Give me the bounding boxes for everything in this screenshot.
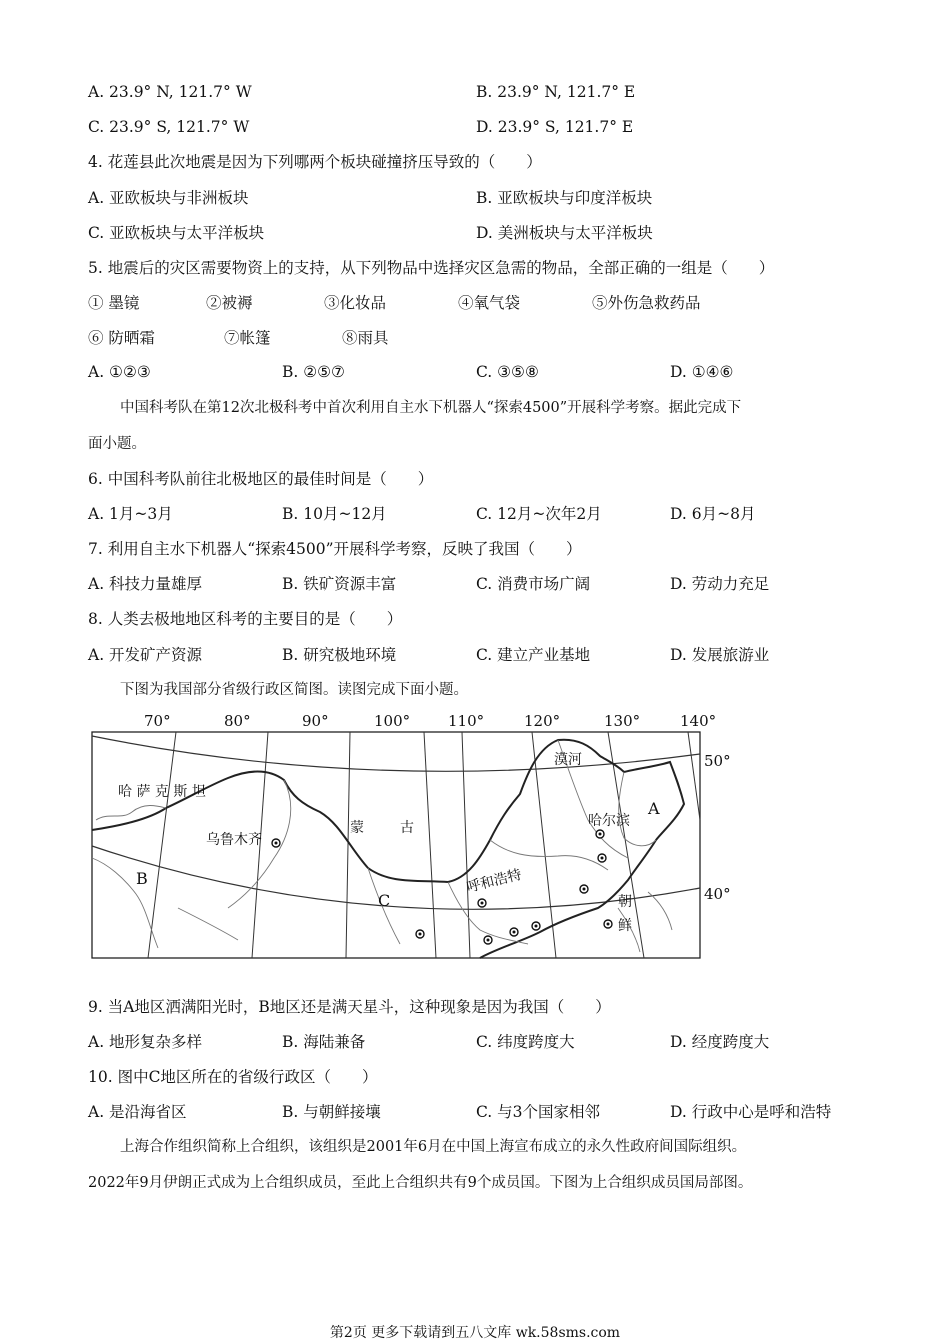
q8-option-d: D. 发展旅游业 <box>670 646 770 664</box>
q5-option-a: A. ①②③ <box>88 363 151 381</box>
lon-label-120: 120° <box>524 712 561 730</box>
q10-option-d: D. 行政中心是呼和浩特 <box>670 1103 832 1121</box>
q3-option-b: B. 23.9° N, 121.7° E <box>476 83 636 101</box>
parallel-50 <box>92 736 700 771</box>
q5-option-c: C. ③⑤⑧ <box>476 363 539 381</box>
q3-option-a: A. 23.9° N, 121.7° W <box>88 83 252 101</box>
region-b-label: B <box>136 869 148 888</box>
q6-option-b: B. 10月~12月 <box>282 505 387 523</box>
q4-stem: 4. 花莲县此次地震是因为下列哪两个板块碰撞挤压导致的（ ） <box>88 153 542 171</box>
passage1-line2: 面小题。 <box>88 436 146 452</box>
q4-option-c: C. 亚欧板块与太平洋板块 <box>88 224 265 242</box>
region-a-label: A <box>648 799 660 818</box>
q4-option-d: D. 美洲板块与太平洋板块 <box>476 224 653 242</box>
q6-option-d: D. 6月~8月 <box>670 505 756 523</box>
q9-option-d: D. 经度跨度大 <box>670 1033 770 1051</box>
meridian-line <box>148 732 176 958</box>
q10-option-a: A. 是沿海省区 <box>88 1103 187 1121</box>
mongolia-label-1: 蒙 <box>350 820 364 836</box>
urumqi-label: 乌鲁木齐 <box>206 832 262 848</box>
q5-item: ④氧气袋 <box>458 294 521 312</box>
q9-stem: 9. 当A地区洒满阳光时，B地区还是满天星斗，这种现象是因为我国（ ） <box>88 998 611 1016</box>
harbin-label: 哈尔滨 <box>588 813 630 829</box>
mohe-label: 漠河 <box>554 752 582 768</box>
q6-stem: 6. 中国科考队前往北极地区的最佳时间是（ ） <box>88 470 434 488</box>
page-footer: 第2页 更多下载请到五八文库 wk.58sms.com <box>329 1325 621 1341</box>
lat-label-40: 40° <box>704 885 731 903</box>
q8-stem: 8. 人类去极地地区科考的主要目的是（ ） <box>88 610 403 628</box>
china-border <box>92 740 684 958</box>
q3-option-d: D. 23.9° S, 121.7° E <box>476 118 634 136</box>
passage2: 下图为我国部分省级行政区简图。读图完成下面小题。 <box>120 682 468 698</box>
q9-option-c: C. 纬度跨度大 <box>476 1033 575 1051</box>
q10-option-c: C. 与3个国家相邻 <box>476 1103 601 1121</box>
korea-label-2: 鲜 <box>618 918 632 934</box>
q10-option-b: B. 与朝鲜接壤 <box>282 1103 381 1121</box>
q9-option-b: B. 海陆兼备 <box>282 1033 366 1051</box>
q7-option-c: C. 消费市场广阔 <box>476 575 591 593</box>
q4-option-a: A. 亚欧板块与非洲板块 <box>88 189 249 207</box>
q5-item: ① 墨镜 <box>88 294 140 312</box>
q5-option-b: B. ②⑤⑦ <box>282 363 345 381</box>
q5-option-d: D. ①④⑥ <box>670 363 734 381</box>
kazakhstan-label: 哈 萨 克 斯 坦 <box>118 784 206 800</box>
lon-label-130: 130° <box>604 712 641 730</box>
region-c-label: C <box>378 891 391 910</box>
q5-item: ②被褥 <box>206 294 253 312</box>
province-map-svg <box>88 708 736 964</box>
q9-option-a: A. 地形复杂多样 <box>88 1033 203 1051</box>
q5-item: ⑤外伤急救药品 <box>592 294 701 312</box>
passage3-line1: 上海合作组织简称上合组织，该组织是2001年6月在中国上海宣布成立的永久性政府间国际组织。 <box>120 1139 747 1155</box>
province-map <box>88 708 736 964</box>
meridian-line <box>424 732 436 958</box>
meridian-line <box>688 732 700 820</box>
q10-stem: 10. 图中C地区所在的省级行政区（ ） <box>88 1068 378 1086</box>
q8-option-b: B. 研究极地环境 <box>282 646 397 664</box>
meridian-line <box>462 732 470 958</box>
q8-option-a: A. 开发矿产资源 <box>88 646 203 664</box>
passage3-line2: 2022年9月伊朗正式成为上合组织成员，至此上合组织共有9个成员国。下图为上合组织成员国局部图。 <box>88 1175 753 1191</box>
mongolia-label-2: 古 <box>400 820 414 836</box>
q4-option-b: B. 亚欧板块与印度洋板块 <box>476 189 653 207</box>
q6-option-a: A. 1月~3月 <box>88 505 173 523</box>
q7-option-d: D. 劳动力充足 <box>670 575 770 593</box>
passage1-line1: 中国科考队在第12次北极科考中首次利用自主水下机器人“探索4500”开展科学考察。据此完成下 <box>120 400 742 416</box>
lon-label-70: 70° <box>144 712 171 730</box>
lat-label-50: 50° <box>704 752 731 770</box>
q5-item: ⑦帐篷 <box>224 329 271 347</box>
lon-label-100: 100° <box>374 712 411 730</box>
province-lines <box>92 740 672 952</box>
q7-option-b: B. 铁矿资源丰富 <box>282 575 397 593</box>
korea-label-1: 朝 <box>618 894 632 910</box>
q5-item: ⑧雨具 <box>342 329 389 347</box>
q7-option-a: A. 科技力量雄厚 <box>88 575 203 593</box>
q8-option-c: C. 建立产业基地 <box>476 646 591 664</box>
q5-item: ⑥ 防晒霜 <box>88 329 155 347</box>
q5-item: ③化妆品 <box>324 294 387 312</box>
q6-option-c: C. 12月~次年2月 <box>476 505 602 523</box>
lon-label-110: 110° <box>448 712 485 730</box>
lon-label-90: 90° <box>302 712 329 730</box>
q5-stem: 5. 地震后的灾区需要物资上的支持，从下列物品中选择灾区急需的物品，全部正确的一组是（ ） <box>88 259 775 277</box>
q7-stem: 7. 利用自主水下机器人“探索4500”开展科学考察，反映了我国（ ） <box>88 540 582 558</box>
lon-label-140: 140° <box>680 712 717 730</box>
hohhot-label: 呼和浩特 <box>465 866 524 896</box>
q3-option-c: C. 23.9° S, 121.7° W <box>88 118 250 136</box>
lon-label-80: 80° <box>224 712 251 730</box>
